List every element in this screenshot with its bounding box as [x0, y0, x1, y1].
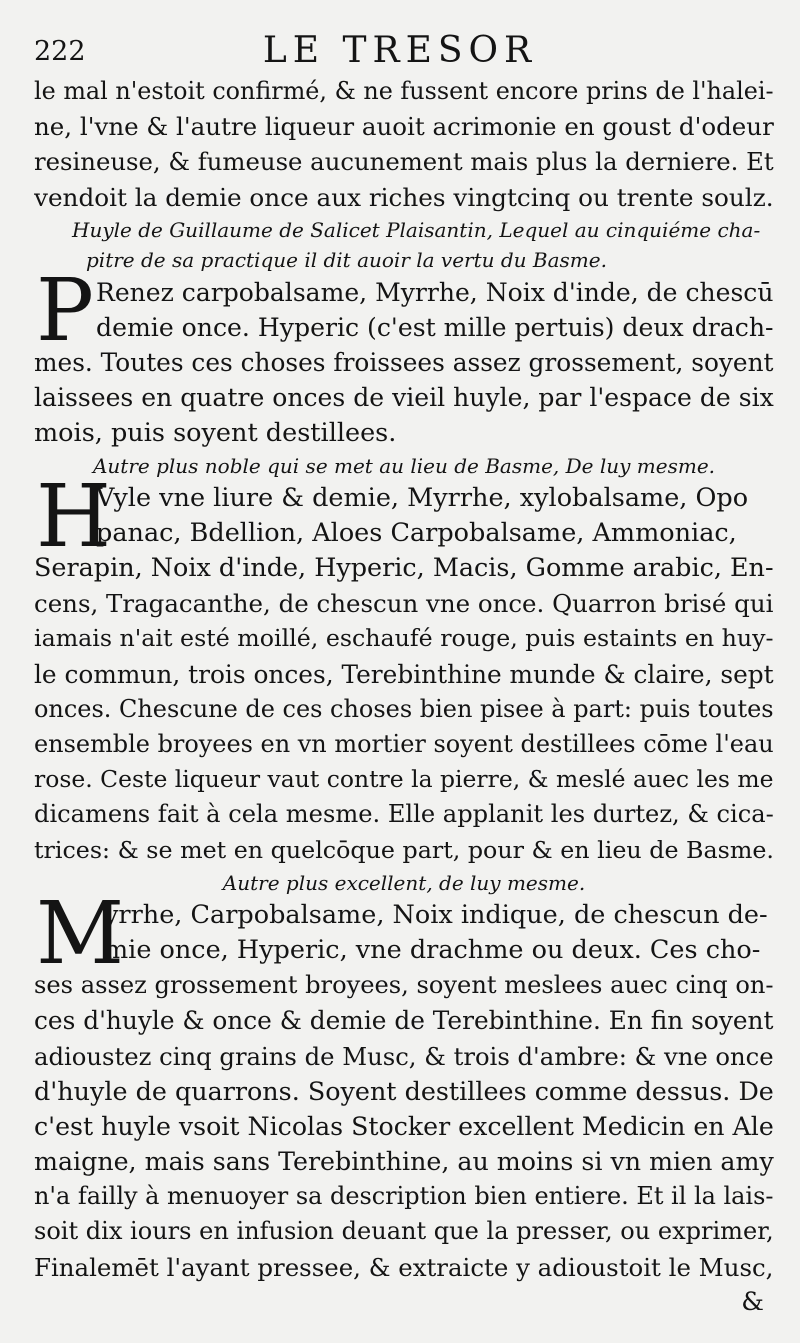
- text-line: Renez carpobalsame, Myrrhe, Noix d'inde, de chescū: [96, 277, 774, 307]
- drop-cap: H: [36, 466, 111, 567]
- recipe-paragraph: [34, 260, 774, 451]
- text-line: dicamens fait à cela mesme. Elle applanit les durtez, & cica-: [34, 800, 774, 829]
- text-line: ne, l'vne & l'autre liqueur auoit acrimonie en goust d'odeur: [34, 112, 774, 142]
- text-line: ses assez grossement broyees, soyent meslees auec cinq on-: [34, 971, 774, 1000]
- text-line: le mal n'estoit confirmé, & ne fussent encore prins de l'halei-: [34, 77, 774, 105]
- catchword: &: [741, 1286, 764, 1317]
- text-line: n'a failly à menuoyer sa description bien entiere. Et il la lais-: [34, 1182, 774, 1211]
- text-line: laissees en quatre onces de vieil huyle, par l'espace de six: [34, 383, 774, 413]
- text-line: mie once, Hyperic, vne drachme ou deux. Ces cho-: [104, 934, 761, 965]
- text-line: rose. Ceste liqueur vaut contre la pierre, & meslé auec les me: [34, 765, 774, 794]
- text-line: yrrhe, Carpobalsame, Noix indique, de chescun de-: [104, 899, 768, 930]
- text-line: le commun, trois onces, Terebinthine munde & claire, sept: [34, 659, 774, 689]
- intro-paragraph: [34, 74, 774, 215]
- section-heading: Autre plus excellent, de luy mesme.: [222, 870, 586, 895]
- drop-cap: P: [36, 260, 94, 361]
- text-line: ensemble broyees en vn mortier soyent destillees cōme l'eau: [34, 730, 774, 758]
- text-line: demie once. Hyperic (c'est mille pertuis) deux drach-: [96, 312, 774, 342]
- page-number: 222: [34, 36, 86, 67]
- drop-cap: M: [36, 883, 125, 984]
- text-line: panac, Bdellion, Aloes Carpobalsame, Ammoniac,: [96, 517, 737, 548]
- text-line: d'huyle de quarrons. Soyent destillees comme dessus. De: [34, 1075, 774, 1106]
- text-line: soit dix iours en infusion deuant que la presser, ou exprimer,: [34, 1217, 774, 1246]
- page-header: [30, 30, 770, 70]
- text-line: mois, puis soyent destillees.: [34, 417, 397, 448]
- text-line: c'est huyle vsoit Nicolas Stocker excellent Medicin en Ale: [34, 1111, 774, 1141]
- text-line: Finalemēt l'ayant pressee, & extraicte y adioustoit le Musc,: [34, 1252, 774, 1282]
- running-title: LE TRESOR: [262, 30, 538, 71]
- text-line: vendoit la demie once aux riches vingtcinq ou trente soulz.: [34, 182, 774, 212]
- section-heading: Huyle de Guillaume de Salicet Plaisantin, Lequel au cinquiéme cha-: [72, 217, 761, 242]
- text-line: onces. Chescune de ces choses bien pisee à part: puis toutes: [34, 694, 774, 723]
- text-line: iamais n'ait esté moillé, eschaufé rouge, puis estaints en huy-: [34, 624, 774, 653]
- text-line: trices: & se met en quelcōque part, pour & en lieu de Basme.: [34, 835, 774, 864]
- text-line: resineuse, & fumeuse aucunement mais plus la derniere. Et: [34, 147, 774, 177]
- text-line: ces d'huyle & once & demie de Terebinthine. En fin soyent: [34, 1006, 774, 1036]
- text-line: adioustez cinq grains de Musc, & trois d'ambre: & vne once: [34, 1041, 774, 1071]
- text-line: mes. Toutes ces choses froissees assez grossement, soyent: [34, 348, 774, 378]
- text-line: Vyle vne liure & demie, Myrrhe, xylobalsame, Opo: [96, 482, 749, 513]
- text-line: Serapin, Noix d'inde, Hyperic, Macis, Gomme arabic, En-: [34, 553, 774, 584]
- text-line: maigne, mais sans Terebinthine, au moins si vn mien amy: [34, 1147, 774, 1177]
- page-body: [34, 74, 774, 1320]
- recipe-paragraph: [34, 883, 774, 1285]
- section-heading: pitre de sa practique il dit auoir la vertu du Basme.: [86, 247, 607, 272]
- text-line: cens, Tragacanthe, de chescun vne once. Quarron brisé qui: [34, 589, 774, 619]
- section-heading: Autre plus noble qui se met au lieu de Basme, De luy mesme.: [92, 453, 716, 478]
- recipe-paragraph: [34, 466, 774, 868]
